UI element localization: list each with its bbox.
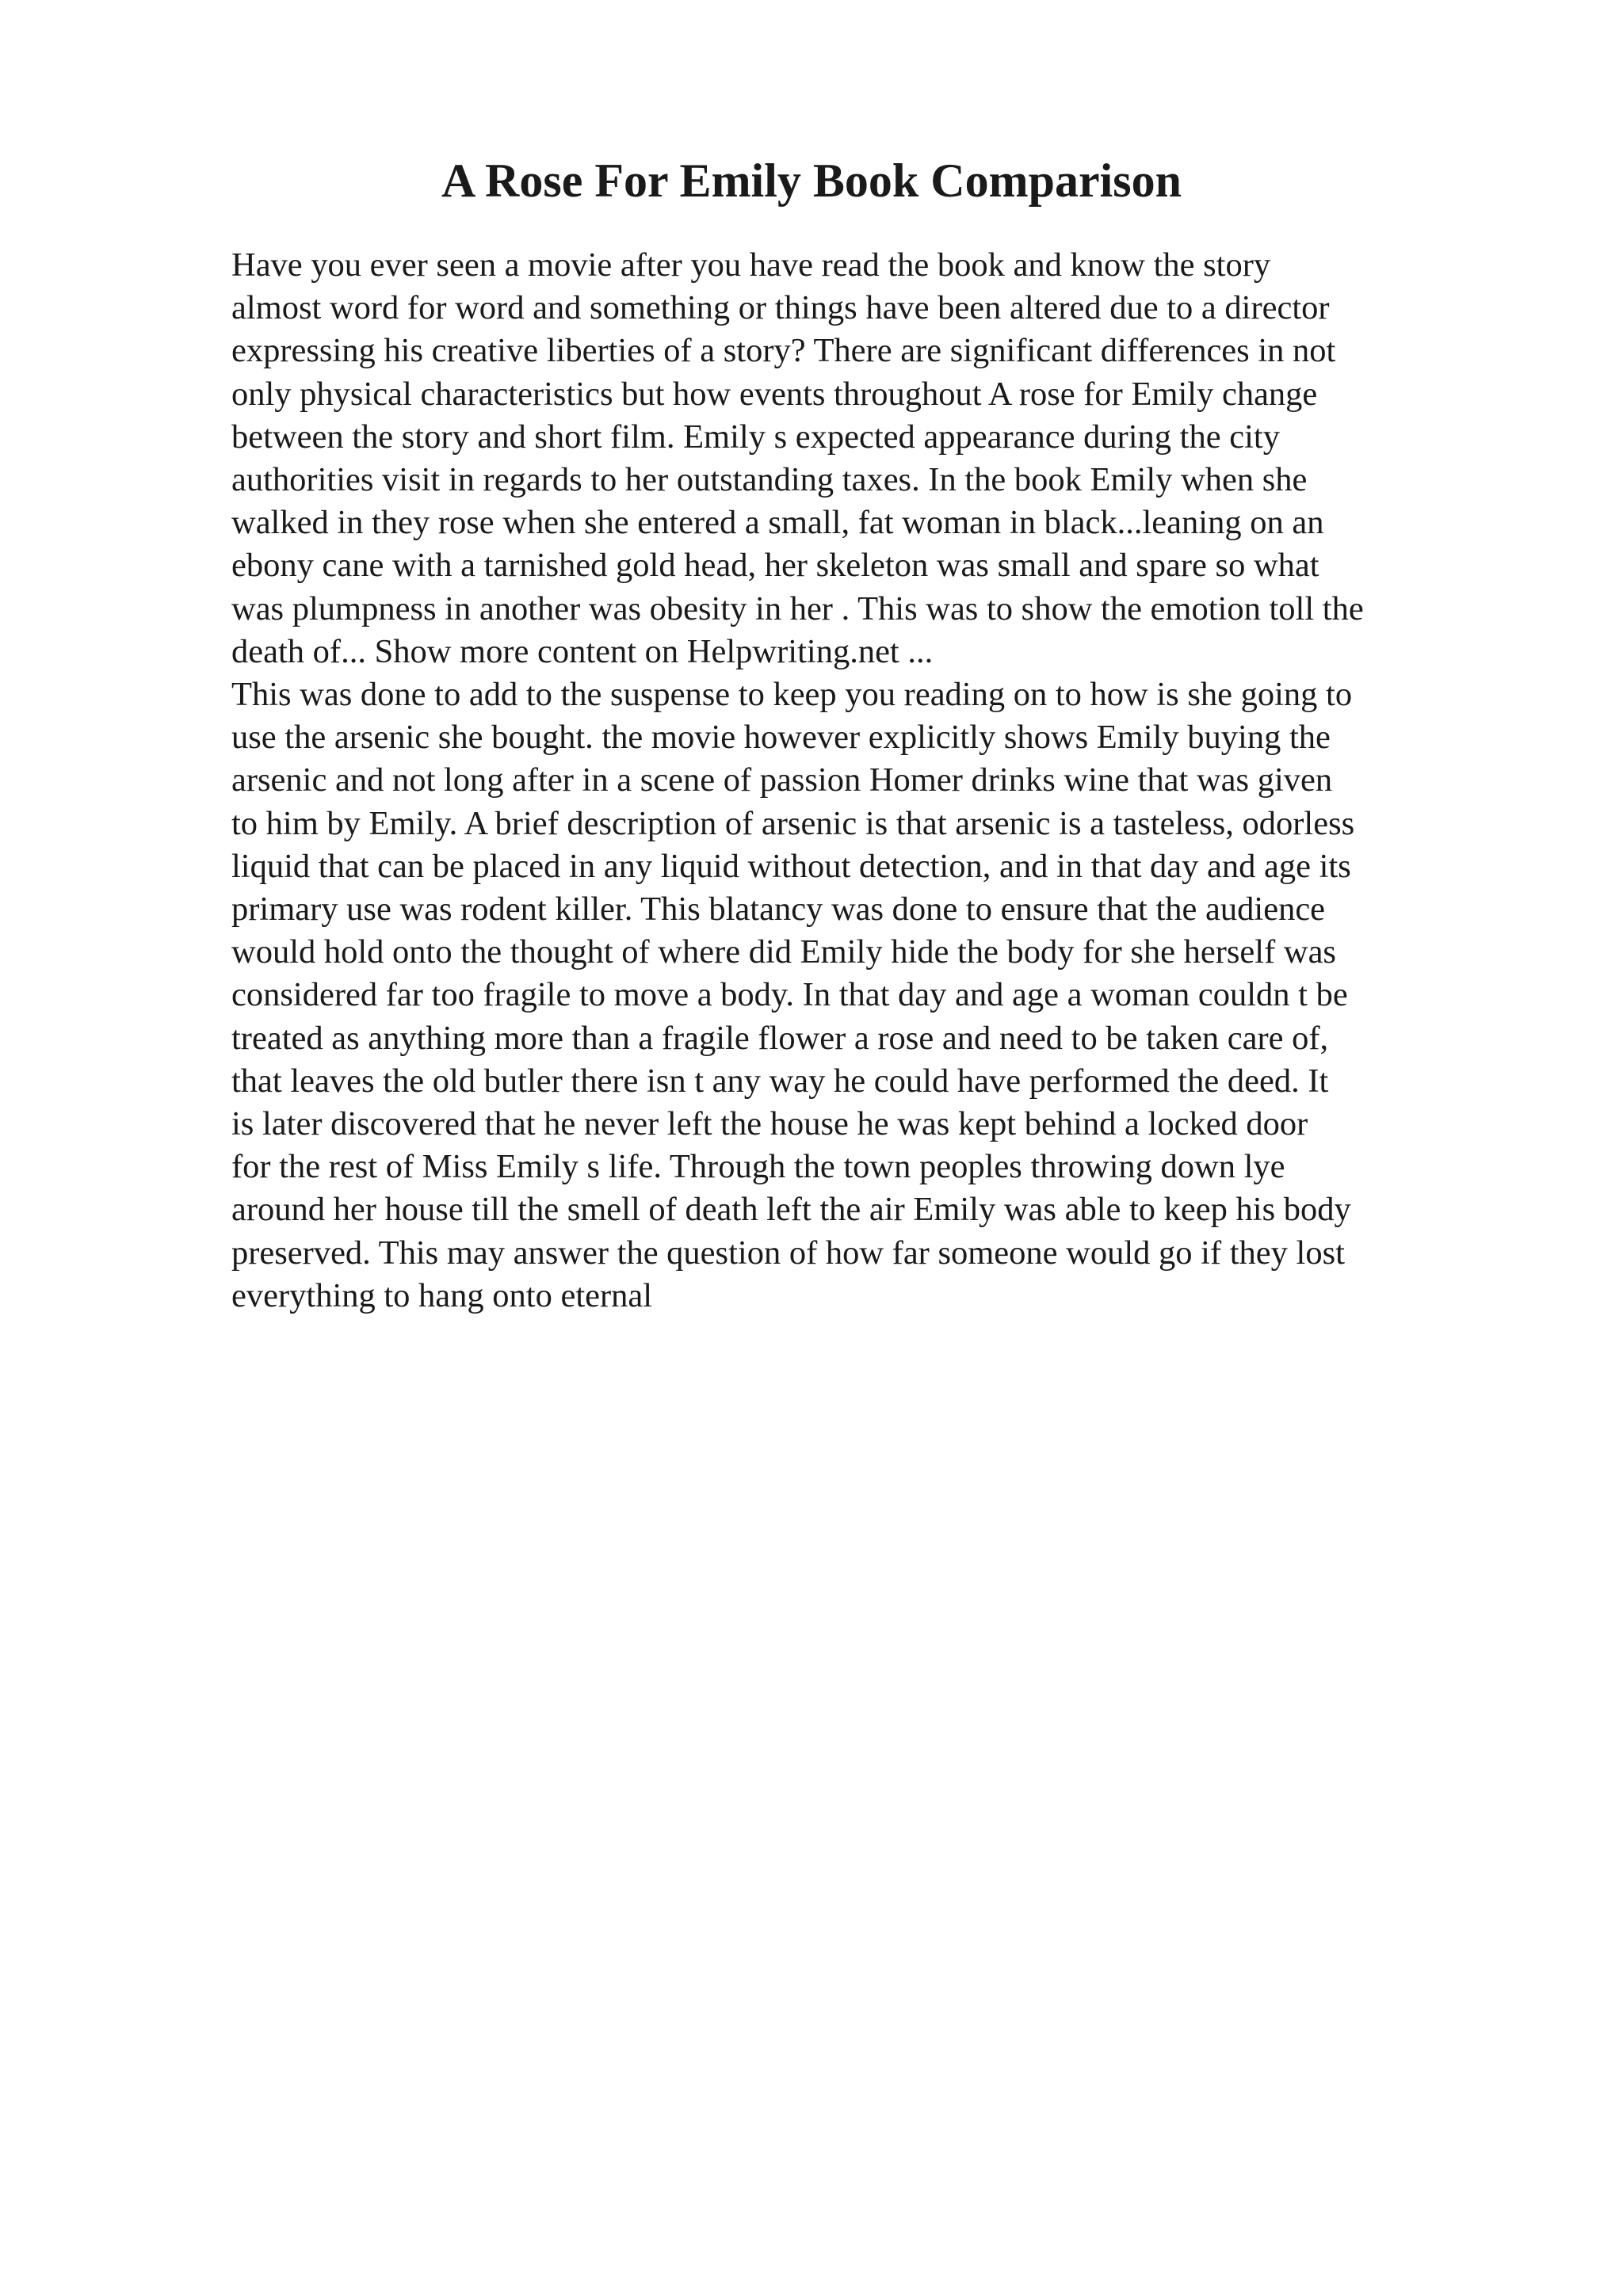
text-line: that leaves the old butler there isn t any way he could have performed the deed. It (231, 1062, 1329, 1100)
text-line: primary use was rodent killer. This blatancy was done to ensure that the audience (231, 891, 1326, 929)
document-title: A Rose For Emily Book Comparison (441, 154, 1182, 207)
text-line: to him by Emily. A brief description of arsenic is that arsenic is a tasteless, odorless (231, 804, 1355, 842)
text-line: treated as anything more than a fragile flower a rose and need to be taken care of, (231, 1019, 1329, 1057)
text-line: is later discovered that he never left the house he was kept behind a locked door (231, 1105, 1308, 1143)
paragraph-1 (231, 244, 1484, 673)
text-line: Have you ever seen a movie after you have read the book and know the story (231, 246, 1271, 284)
document-body (231, 244, 1484, 1318)
text-line: preserved. This may answer the question of how far someone would go if they lost (231, 1234, 1345, 1272)
text-line: ebony cane with a tarnished gold head, her skeleton was small and spare so what (231, 547, 1319, 585)
text-line: almost word for word and something or things have been altered due to a director (231, 289, 1330, 327)
text-line: between the story and short film. Emily s expected appearance during the city (231, 418, 1280, 456)
paragraph-2 (231, 673, 1484, 1318)
text-line: use the arsenic she bought. the movie however explicitly shows Emily buying the (231, 719, 1331, 757)
text-line: liquid that can be placed in any liquid without detection, and in that day and age its (231, 847, 1351, 885)
text-line: expressing his creative liberties of a story? There are significant differences in not (231, 332, 1336, 370)
text-line: everything to hang onto eternal (231, 1276, 653, 1314)
text-line: considered far too fragile to move a body. In that day and age a woman couldn t be (231, 976, 1348, 1014)
text-line: would hold onto the thought of where did Emily hide the body for she herself was (231, 933, 1336, 971)
text-line: arsenic and not long after in a scene of passion Homer drinks wine that was given (231, 761, 1333, 799)
text-line: This was done to add to the suspense to keep you reading on to how is she going to (231, 676, 1353, 714)
text-line: only physical characteristics but how events throughout A rose for Emily change (231, 375, 1318, 413)
text-line: around her house till the smell of death left the air Emily was able to keep his body (231, 1191, 1351, 1229)
text-line: was plumpness in another was obesity in her . This was to show the emotion toll the (231, 589, 1364, 627)
text-line: for the rest of Miss Emily s life. Through the town peoples throwing down lye (231, 1148, 1285, 1186)
text-line: walked in they rose when she entered a small, fat woman in black...leaning on an (231, 504, 1324, 542)
text-line: death of... Show more content on Helpwriting.net ... (231, 632, 934, 670)
text-line: authorities visit in regards to her outstanding taxes. In the book Emily when she (231, 461, 1308, 499)
